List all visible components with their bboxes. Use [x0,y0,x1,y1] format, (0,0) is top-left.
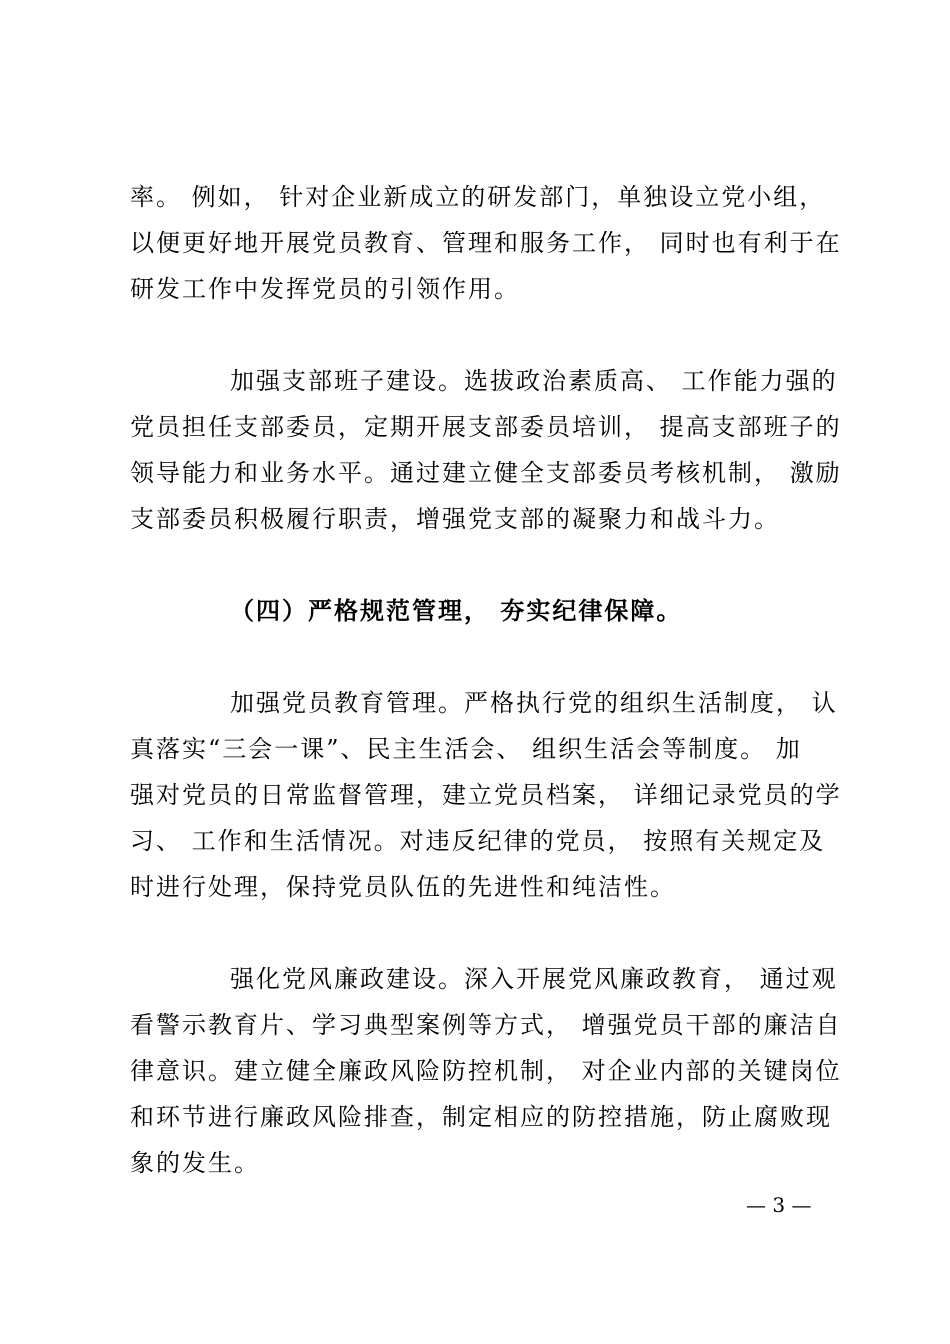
paragraph-line: 研发工作中发挥党员的引领作用。 [130,275,520,303]
paragraph-line: 强对党员的日常监督管理，建立党员档案， 详细记录党员的学 [130,781,842,809]
paragraph-line: 习、 工作和生活情况。对违反纪律的党员， 按照有关规定及 [130,827,826,855]
paragraph-line: 时进行处理，保持党员队伍的先进性和纯洁性。 [130,873,676,901]
paragraph-line: 党员担任支部委员，定期开展支部委员培训， 提高支部班子的 [130,413,842,441]
paragraph-line: 象的发生。 [130,1149,260,1177]
page-number: — 3 — [746,1193,812,1217]
paragraph-line: 和环节进行廉政风险排查，制定相应的防控措施，防止腐败现 [130,1103,832,1131]
paragraph-line: 强化党风廉政建设。深入开展党风廉政教育， 通过观 [230,965,838,993]
paragraph-line: 领导能力和业务水平。通过建立健全支部委员考核机制， 激励 [130,459,842,487]
paragraph-line: 支部委员积极履行职责，增强党支部的凝聚力和战斗力。 [130,505,780,533]
paragraph-line: 律意识。建立健全廉政风险防控机制， 对企业内部的关键岗位 [130,1057,842,1085]
paragraph-line: 看警示教育片、学习典型案例等方式， 增强党员干部的廉洁自 [130,1011,842,1039]
paragraph-line: 率。 例如， 针对企业新成立的研发部门，单独设立党小组， [130,183,826,211]
section-heading: （四）严格规范管理， 夯实纪律保障。 [230,596,683,625]
paragraph-line: 以便更好地开展党员教育、管理和服务工作， 同时也有利于在 [130,229,842,257]
paragraph-line: 真落实“三会一课”、民主生活会、 组织生活会等制度。 加 [130,735,802,763]
paragraph-line: 加强党员教育管理。严格执行党的组织生活制度， 认 [230,689,838,717]
paragraph-line: 加强支部班子建设。选拔政治素质高、 工作能力强的 [230,367,838,395]
